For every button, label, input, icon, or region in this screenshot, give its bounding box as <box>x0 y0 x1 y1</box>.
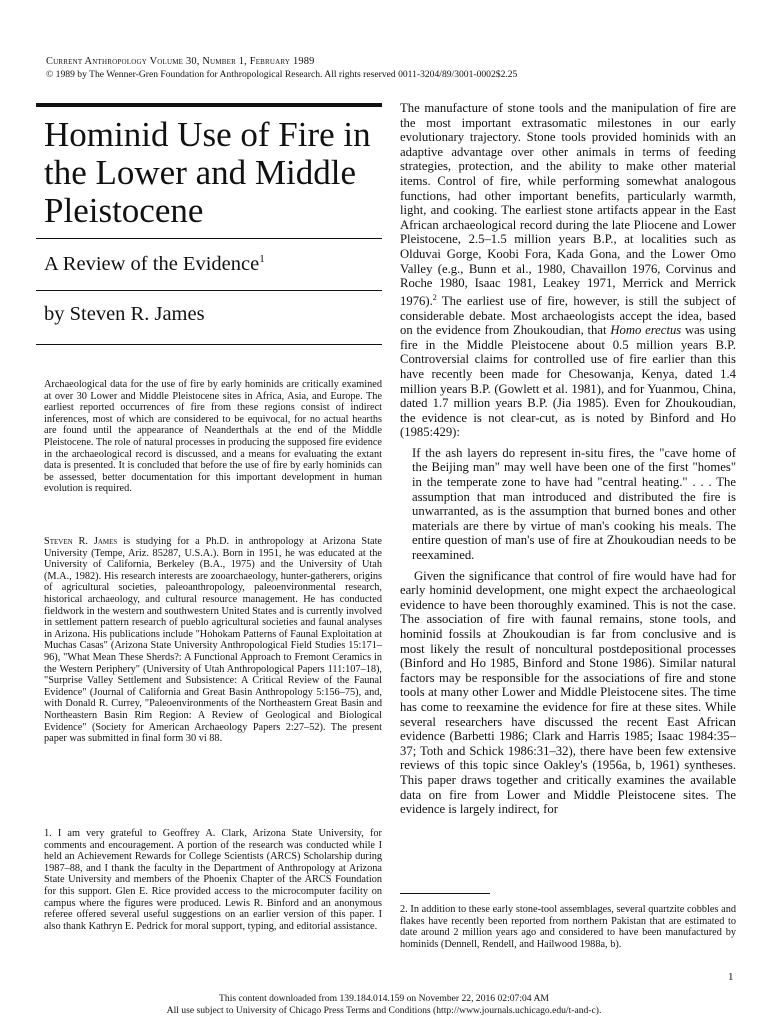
footnote-2: 2. In addition to these early stone-tool assemblages, several quartzite cobbles and flakes have recently been reported from northern Pakistan that are estimated to date around 2 million years ago and considered to have been manufactured by hominids (Dennell, Rendell, and Hailwood 1988a, b). <box>400 904 736 950</box>
download-footer <box>0 993 768 1017</box>
species-name: Homo erectus <box>610 323 682 338</box>
body-p1-text: The manufacture of stone tools and the manipulation of fire are the most important extrasomatic milestones in our early evolutionary trajectory. Stone tools provided hominids with an adaptive advantage over other animals in terms of feeding strategies, protection, and the ability to make other material items. Control of fire, while performing somewhat analogous functions, had other important benefits, particularly warmth, light, and cooking. The earliest stone artifacts appear in the East African archaeological record during the late Pliocene and Lower Pleistocene, 2.5–1.5 million years B.P., at localities such as Olduvai Gorge, Koobi Fora, Kada Gona, and the Lower Omo Valley (e.g., Bunn et al., 1980, Chavaillon 1976, Corvinus and Roche 1980, Isaac 1981, Leakey 1971, Merrick and Merrick 1976). <box>400 101 736 308</box>
article-title: Hominid Use of Fire in the Lower and Middle Pleistocene <box>44 115 371 230</box>
body-p1c-text: was using fire in the Middle Pleistocene about 0.5 million years B.P. Controversial claims for controlled use of fire earlier than this have recently been made for Chesowanja, Kenya, dated 1.4 million years B.P. (Gowlett et al. 1981), and for Yuanmou, China, dated 1.7 million years B.P. (Jia 1985). Even for Zhoukoudian, the evidence is not clear-cut, as is noted by Binford and Ho (1985:429): <box>400 323 736 440</box>
footnote-1: 1. I am very grateful to Geoffrey A. Clark, Arizona State University, for comments and encouragement. A portion of the research was conducted while I held an Achievement Rewards for College Scientists (ARCS) Scholarship during 1987–88, and I thank the faculty in the Department of Anthropology at Arizona State University and members of the Phoenix Chapter of the ARCS Foundation for this support. Glen E. Rice provided access to the microcomputer facility on campus where the figures were produced. Lewis R. Binford and an anonymous referee offered several useful suggestions on an earlier version of this paper. I also thank Kathryn E. Pedrick for moral support, typing, and editorial assistance. <box>44 828 382 932</box>
author-bio <box>44 536 382 745</box>
bio-author-name: Steven R. James <box>44 536 118 547</box>
footnote-2-marker: 2 <box>432 292 437 302</box>
title-top-rule <box>36 103 382 107</box>
body-column <box>400 101 736 817</box>
block-quote: If the ash layers do represent in-situ fires, the "cave home of the Beijing man" may well have been one of the first "homes" in the temperate zone to have had "central heating." . . . The assumption that man introduced and distributed the fire is unwarranted, as is the assumption that burned bones and other materials are there by virtue of man's cooking his meals. The entire question of man's use of fire at Zhoukoudian needs to be reexamined. <box>412 445 736 563</box>
copyright-line: © 1989 by The Wenner-Gren Foundation for Anthropological Research. All rights reserved 0011-3204/89/3001-0002$2.25 <box>46 69 518 80</box>
page-number: 1 <box>728 971 734 983</box>
subtitle-footnote-marker: 1 <box>259 253 265 266</box>
terms-notice: All use subject to University of Chicago Press Terms and Conditions (http://www.journals.uchicago.edu/t-and-c). <box>166 1005 602 1016</box>
footnote-rule <box>400 893 490 894</box>
author-divider <box>36 344 382 345</box>
download-notice: This content downloaded from 139.184.014.159 on November 22, 2016 02:07:04 AM <box>219 993 549 1004</box>
article-author: by Steven R. James <box>44 303 205 325</box>
subtitle-text: A Review of the Evidence <box>44 253 260 275</box>
article-subtitle <box>44 253 384 276</box>
subtitle-divider <box>36 290 382 291</box>
abstract: Archaeological data for the use of fire by early hominids are critically examined at over 30 Lower and Middle Pleistocene sites in Africa, Asia, and Europe. The earliest reported occurrences of fire from these regions consist of indirect inferences, most of which are considered to be equivocal, for no actual hearths are found until the appearance of Neanderthals at the end of the Middle Pleistocene. The role of natural processes in producing the supposed fire evidence in the archaeological record is discussed, and a means for evaluating the extant data is presented. It is concluded that before the use of fire by early hominids can be assessed, better documentation for this important development in human evolution is required. <box>44 379 382 495</box>
journal-citation: Current Anthropology Volume 30, Number 1, February 1989 <box>46 56 315 67</box>
body-paragraph-1 <box>400 101 736 440</box>
body-paragraph-2: Given the significance that control of fire would have had for early hominid development, one might expect the archaeological evidence to have been thoroughly examined. This is not the case. The association of fire with faunal remains, stone tools, and hominid fossils at Zhoukoudian is far from conclusive and is most likely the result of noncultural postdepositional processes (Binford and Ho 1985, Binford and Stone 1986). Similar natural factors may be responsible for the associations of fire and stone tools at many other Lower and Middle Pleistocene sites. The time has come to reexamine the evidence for fire at these sites. While several researchers have discussed the recent East African evidence (Barbetti 1986; Clark and Harris 1985; Isaac 1984:35–37; Toth and Schick 1986:31–32), there have been few extensive reviews of this topic since Oakley's (1956a, b, 1961) syntheses. This paper draws together and critically examines the available data on fire from Lower and Middle Pleistocene sites. The evidence is largely indirect, for <box>400 568 736 817</box>
journal-header <box>46 55 746 81</box>
title-divider <box>36 238 382 239</box>
bio-text: is studying for a Ph.D. in anthropology at Arizona State University (Tempe, Ariz. 85287, U.S.A.). Born in 1951, he was educated at the University of California, Berkeley (B.A., 1975) and the University of Utah (M.A., 1982). His research interests are zooarchaeology, hunter-gatherers, origins of agricultural societies, paleoanthropology, paleoenvironmental research, historical archaeology, and cultural resource management. He has conducted fieldwork in the western and southwestern United States and is currently involved in settlement pattern research of pueblo agricultural societies and faunal analyses in Arizona. His publications include "Hohokam Patterns of Faunal Exploitation at Muchas Casas" (Arizona State University Anthropological Field Studies 15:171–96), "What Mean These Sherds?: A Functional Approach to Fremont Ceramics in the Western Periphery" (University of Utah Anthropological Papers 111:107–18), "Surprise Valley Settlement and Subsistence: A Critical Review of the Faunal Evidence" (Journal of California and Great Basin Anthropology 5:156–75), and, with Donald R. Currey, "Paleoenvironments of the Northeastern Great Basin and Northeastern Basin Rim Region: A Review of Geological and Biological Evidence" (Society for American Archaeology Papers 2:27–52). The present paper was submitted in final form 30 vi 88. <box>44 536 382 745</box>
body-p1b-text: The earliest use of fire, however, is still the subject of considerable debate. Most archaeologists accept the idea, based on the evidence from Zhoukoudian, that <box>400 293 736 338</box>
